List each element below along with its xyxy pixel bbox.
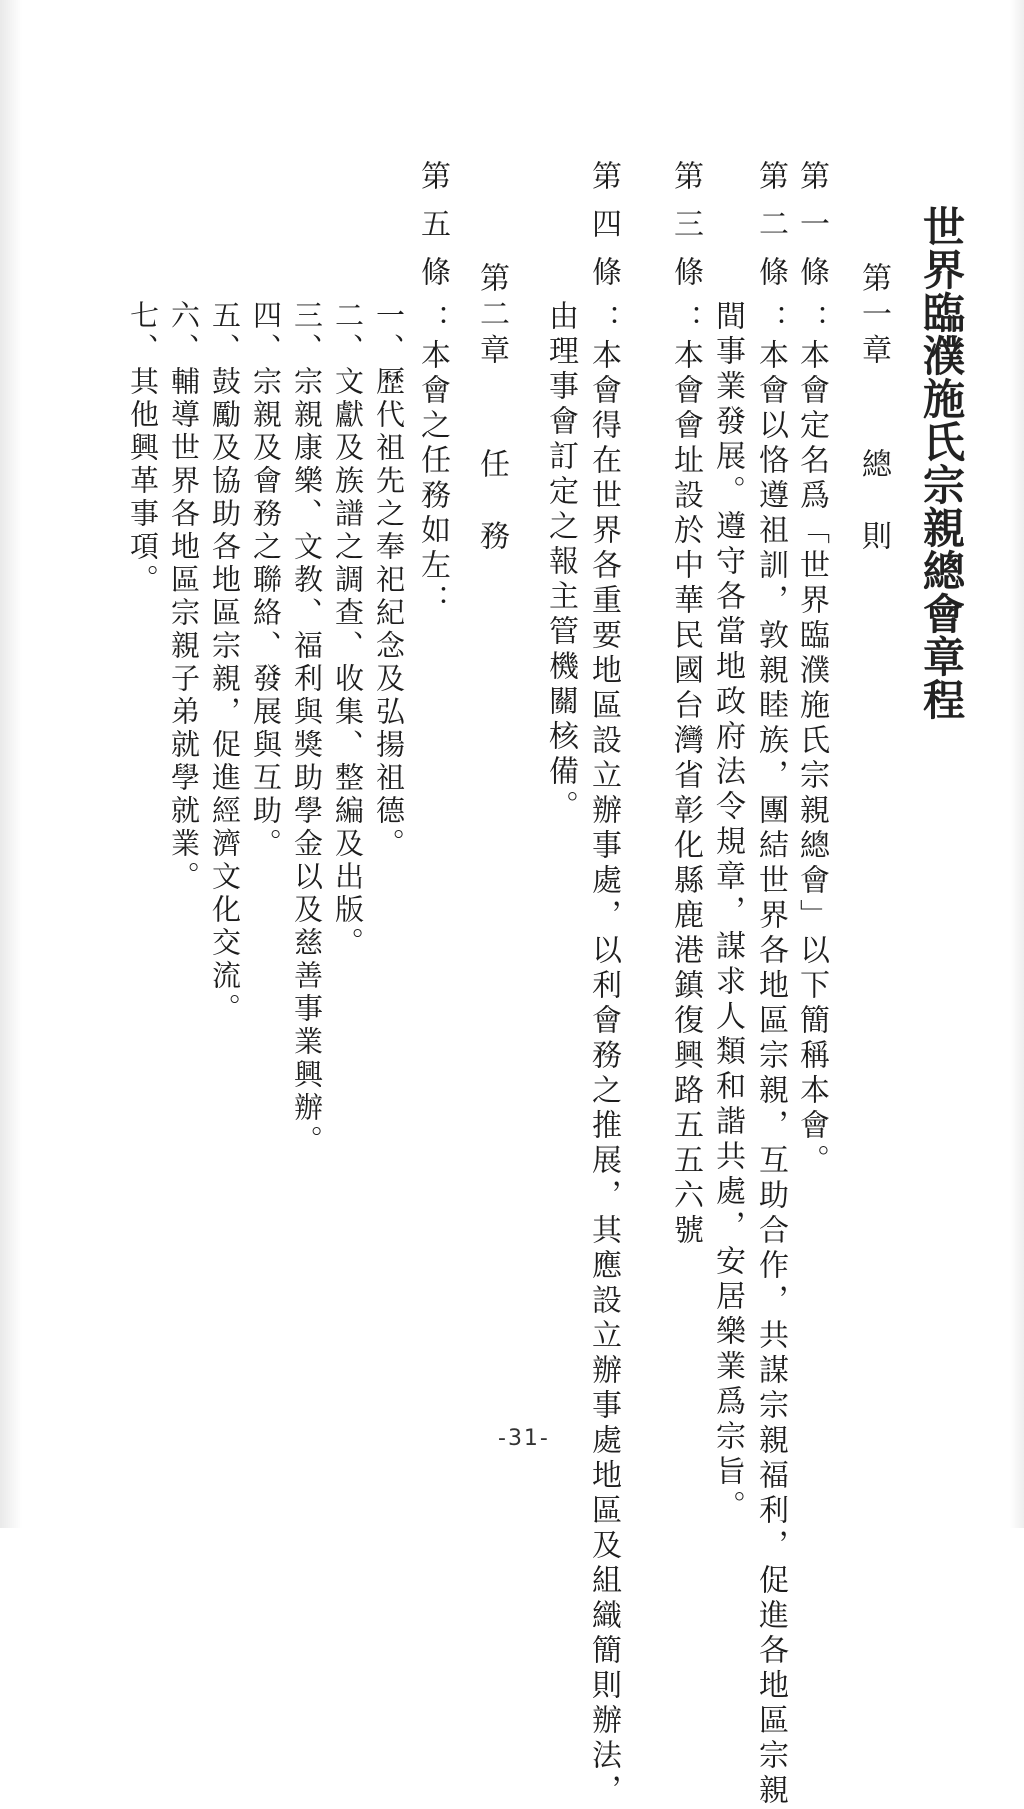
article-3-label: 第三條 — [668, 160, 703, 304]
article-5 — [415, 160, 450, 619]
article-2-continuation: 間事業發展。遵守各當地政府法令規章，謀求人類和諧共處，安居樂業爲宗旨。 — [710, 300, 745, 1525]
task-item: 六、輔導世界各地區宗親子弟就學就業。 — [167, 300, 201, 894]
task-item: 五、鼓勵及協助各地區宗親，促進經濟文化交流。 — [208, 300, 242, 1026]
task-item: 三、宗親康樂、文教、福利與獎助學金以及慈善事業興辦。 — [290, 300, 324, 1158]
chapter-1-label: 第一章 — [856, 262, 891, 370]
article-4-continuation: 由理事會訂定之報主管機關核備。 — [543, 300, 578, 825]
chapter-2-heading — [474, 262, 509, 556]
document-title: 世界臨濮施氏宗親總會章程 — [917, 205, 966, 721]
chapter-1-title: 總 則 — [856, 448, 891, 556]
article-5-label: 第五條 — [415, 160, 450, 304]
chapter-1-heading — [856, 262, 891, 556]
article-4-text: ：本會得在世界各重要地區設立辦事處，以利會務之推展，其應設立辦事處地區及組織簡則辦法， — [586, 304, 621, 1809]
article-2-text: ：本會以恪遵祖訓，敦親睦族，團結世界各地區宗親，互助合作，共謀宗親福利，促進各地區宗親 — [753, 304, 788, 1809]
task-item: 二、文獻及族譜之調查、收集、整編及出版。 — [331, 300, 365, 960]
article-1 — [794, 160, 829, 1179]
article-5-text: ：本會之任務如左： — [415, 304, 450, 619]
article-2-label: 第二條 — [753, 160, 788, 304]
task-item: 四、宗親及會務之聯絡、發展與互助。 — [249, 300, 283, 861]
page-number: -31- — [498, 1426, 550, 1451]
page-shadow-left — [0, 0, 22, 1528]
article-1-label: 第一條 — [794, 160, 829, 304]
article-4 — [586, 160, 621, 1809]
task-item: 一、歷代祖先之奉祀紀念及弘揚祖德。 — [372, 300, 406, 861]
article-4-label: 第四條 — [586, 160, 621, 304]
chapter-2-title: 任 務 — [474, 448, 509, 556]
article-2 — [753, 160, 788, 1809]
task-item: 七、其他興革事項。 — [126, 300, 160, 597]
article-3-text: ：本會會址設於中華民國台灣省彰化縣鹿港鎮復興路五五六號 — [668, 304, 703, 1249]
article-3 — [668, 160, 703, 1249]
article-1-text: ：本會定名爲「世界臨濮施氏宗親總會」以下簡稱本會。 — [794, 304, 829, 1179]
page-shadow-right — [1010, 0, 1024, 1528]
chapter-2-label: 第二章 — [474, 262, 509, 370]
